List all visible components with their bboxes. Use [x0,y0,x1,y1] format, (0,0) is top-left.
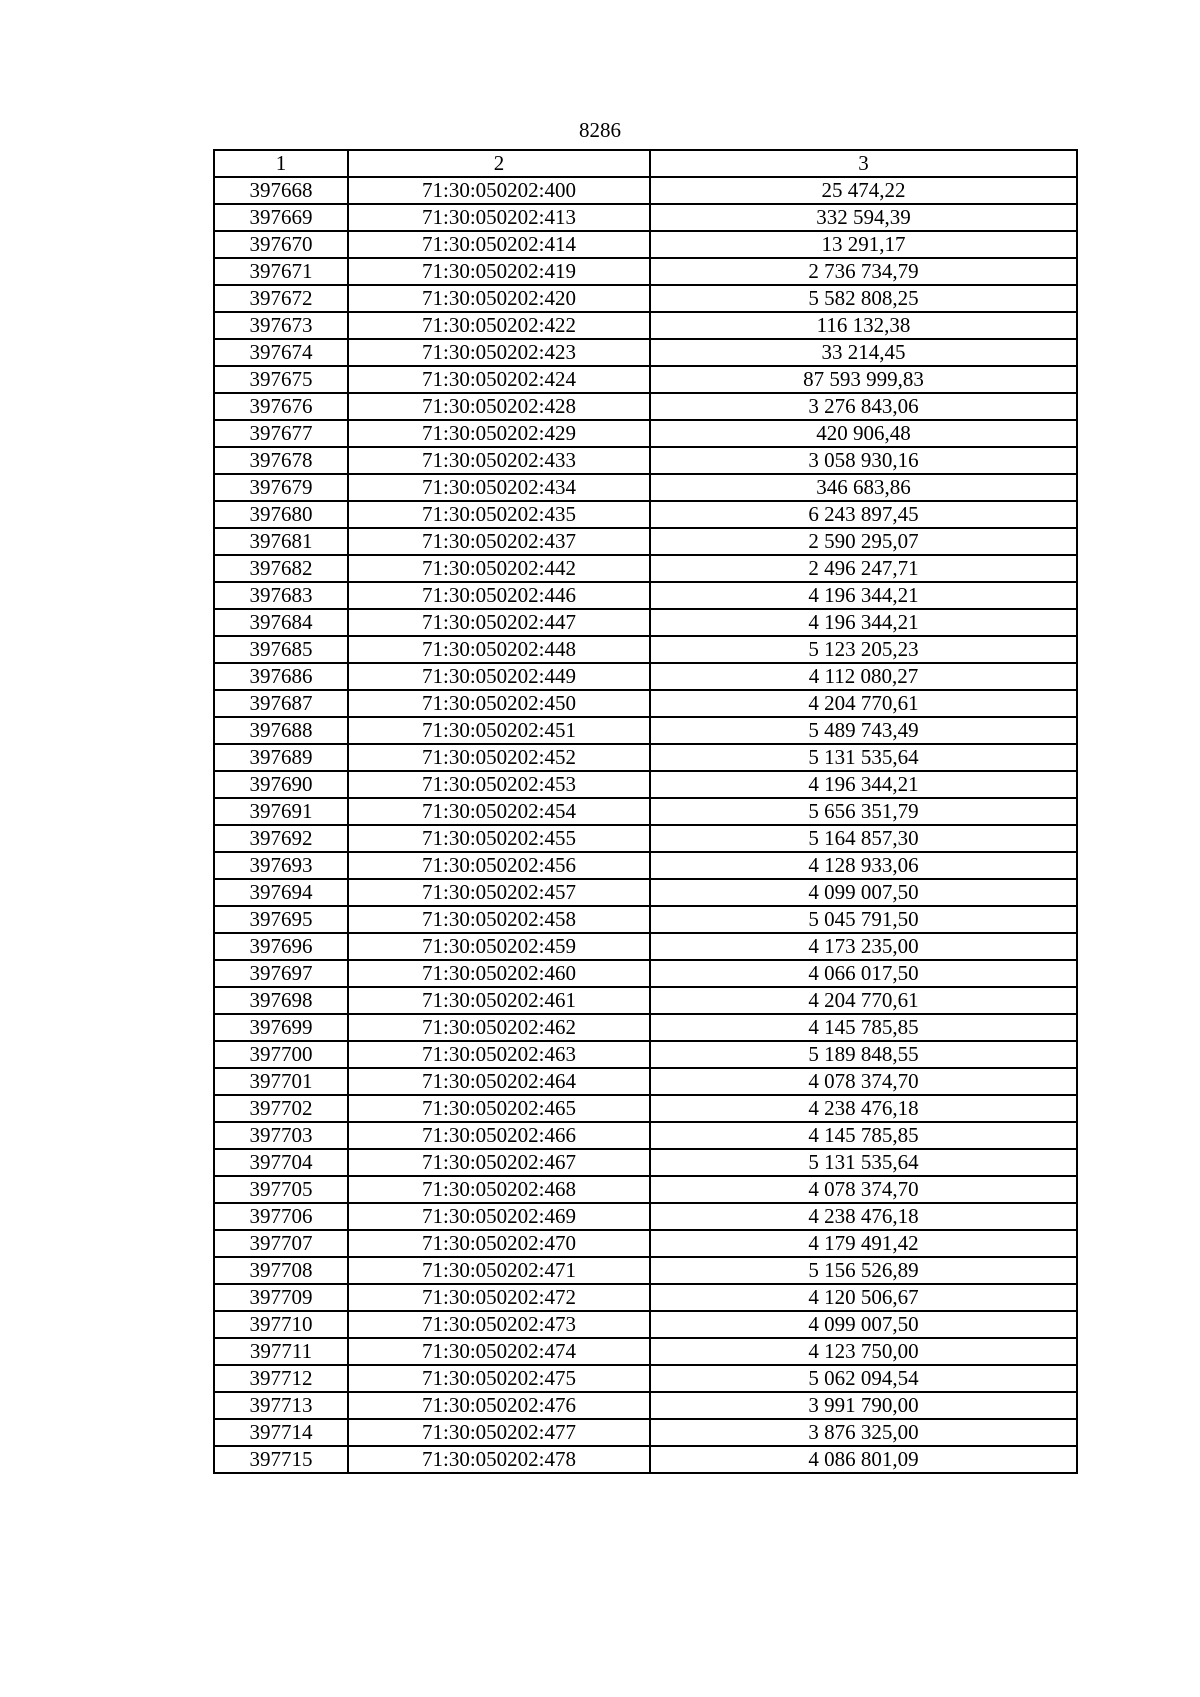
table-row [214,204,1077,231]
record-number-cell: 397687 [214,690,348,717]
cadastral-number-cell: 71:30:050202:424 [348,366,650,393]
value-cell: 4 145 785,85 [650,1014,1077,1041]
table-row [214,1365,1077,1392]
value-cell: 5 156 526,89 [650,1257,1077,1284]
record-number-cell: 397708 [214,1257,348,1284]
value-cell: 116 132,38 [650,312,1077,339]
value-cell: 5 582 808,25 [650,285,1077,312]
cadastral-number-cell: 71:30:050202:463 [348,1041,650,1068]
cadastral-number-cell: 71:30:050202:428 [348,393,650,420]
table-row [214,474,1077,501]
record-number-cell: 397712 [214,1365,348,1392]
cadastral-number-cell: 71:30:050202:434 [348,474,650,501]
table-row [214,1068,1077,1095]
page-number-text: 8286 [579,118,621,142]
record-number-cell: 397679 [214,474,348,501]
record-number-cell: 397715 [214,1446,348,1473]
record-number-cell: 397683 [214,582,348,609]
value-cell: 5 489 743,49 [650,717,1077,744]
page-number [0,118,1200,142]
record-number-cell: 397711 [214,1338,348,1365]
table-row [214,636,1077,663]
table-row [214,1446,1077,1473]
table-row [214,447,1077,474]
record-number-cell: 397672 [214,285,348,312]
value-cell: 5 062 094,54 [650,1365,1077,1392]
cadastral-number-cell: 71:30:050202:457 [348,879,650,906]
cadastral-number-cell: 71:30:050202:448 [348,636,650,663]
record-number-cell: 397700 [214,1041,348,1068]
column-number-2: 2 [348,150,650,177]
value-cell: 2 590 295,07 [650,528,1077,555]
value-cell: 5 189 848,55 [650,1041,1077,1068]
table-row [214,771,1077,798]
value-cell: 33 214,45 [650,339,1077,366]
record-number-cell: 397678 [214,447,348,474]
table-row [214,1176,1077,1203]
value-cell: 4 238 476,18 [650,1203,1077,1230]
table-row [214,366,1077,393]
record-number-cell: 397671 [214,258,348,285]
cadastral-number-cell: 71:30:050202:446 [348,582,650,609]
record-number-cell: 397709 [214,1284,348,1311]
record-number-cell: 397695 [214,906,348,933]
record-number-cell: 397697 [214,960,348,987]
cadastral-number-cell: 71:30:050202:464 [348,1068,650,1095]
cadastral-number-cell: 71:30:050202:453 [348,771,650,798]
table-row [214,960,1077,987]
record-number-cell: 397680 [214,501,348,528]
cadastral-number-cell: 71:30:050202:456 [348,852,650,879]
table-row [214,528,1077,555]
record-number-cell: 397699 [214,1014,348,1041]
table-row [214,231,1077,258]
table-row [214,825,1077,852]
record-number-cell: 397696 [214,933,348,960]
record-number-cell: 397674 [214,339,348,366]
cadastral-number-cell: 71:30:050202:466 [348,1122,650,1149]
record-number-cell: 397710 [214,1311,348,1338]
value-cell: 5 131 535,64 [650,1149,1077,1176]
cadastral-number-cell: 71:30:050202:477 [348,1419,650,1446]
value-cell: 4 196 344,21 [650,609,1077,636]
cadastral-number-cell: 71:30:050202:478 [348,1446,650,1473]
table-row [214,1419,1077,1446]
table-row [214,312,1077,339]
value-cell: 4 196 344,21 [650,771,1077,798]
record-number-cell: 397686 [214,663,348,690]
value-cell: 4 179 491,42 [650,1230,1077,1257]
record-number-cell: 397707 [214,1230,348,1257]
table-row [214,1122,1077,1149]
value-cell: 5 045 791,50 [650,906,1077,933]
record-number-cell: 397677 [214,420,348,447]
value-cell: 2 496 247,71 [650,555,1077,582]
cadastral-number-cell: 71:30:050202:400 [348,177,650,204]
value-cell: 3 876 325,00 [650,1419,1077,1446]
value-cell: 2 736 734,79 [650,258,1077,285]
table-row [214,393,1077,420]
record-number-cell: 397669 [214,204,348,231]
cadastral-number-cell: 71:30:050202:450 [348,690,650,717]
value-cell: 5 164 857,30 [650,825,1077,852]
value-cell: 4 066 017,50 [650,960,1077,987]
record-number-cell: 397670 [214,231,348,258]
table-row [214,1041,1077,1068]
cadastral-number-cell: 71:30:050202:423 [348,339,650,366]
cadastral-number-cell: 71:30:050202:468 [348,1176,650,1203]
value-cell: 3 058 930,16 [650,447,1077,474]
column-number-row [214,150,1077,177]
record-number-cell: 397685 [214,636,348,663]
cadastral-number-cell: 71:30:050202:422 [348,312,650,339]
table-row [214,339,1077,366]
record-number-cell: 397673 [214,312,348,339]
record-number-cell: 397676 [214,393,348,420]
table-row [214,555,1077,582]
record-number-cell: 397703 [214,1122,348,1149]
table-row [214,1257,1077,1284]
cadastral-number-cell: 71:30:050202:460 [348,960,650,987]
value-cell: 4 099 007,50 [650,1311,1077,1338]
column-number-1: 1 [214,150,348,177]
table-row [214,1284,1077,1311]
table-row [214,177,1077,204]
cadastral-number-cell: 71:30:050202:454 [348,798,650,825]
table-row [214,852,1077,879]
cadastral-number-cell: 71:30:050202:437 [348,528,650,555]
record-number-cell: 397706 [214,1203,348,1230]
record-number-cell: 397681 [214,528,348,555]
record-number-cell: 397705 [214,1176,348,1203]
record-number-cell: 397714 [214,1419,348,1446]
cadastral-number-cell: 71:30:050202:472 [348,1284,650,1311]
cadastral-number-cell: 71:30:050202:435 [348,501,650,528]
value-cell: 4 120 506,67 [650,1284,1077,1311]
cadastral-number-cell: 71:30:050202:455 [348,825,650,852]
cadastral-number-cell: 71:30:050202:471 [348,1257,650,1284]
table-row [214,258,1077,285]
value-cell: 420 906,48 [650,420,1077,447]
value-cell: 4 196 344,21 [650,582,1077,609]
table-row [214,717,1077,744]
record-number-cell: 397702 [214,1095,348,1122]
table-row [214,663,1077,690]
record-number-cell: 397701 [214,1068,348,1095]
record-number-cell: 397692 [214,825,348,852]
record-number-cell: 397713 [214,1392,348,1419]
record-number-cell: 397688 [214,717,348,744]
table-row [214,906,1077,933]
cadastral-number-cell: 71:30:050202:413 [348,204,650,231]
value-cell: 5 656 351,79 [650,798,1077,825]
record-number-cell: 397694 [214,879,348,906]
table-row [214,582,1077,609]
column-number-3: 3 [650,150,1077,177]
cadastral-number-cell: 71:30:050202:469 [348,1203,650,1230]
table-row [214,501,1077,528]
table-row [214,1095,1077,1122]
value-cell: 13 291,17 [650,231,1077,258]
record-number-cell: 397689 [214,744,348,771]
cadastral-number-cell: 71:30:050202:470 [348,1230,650,1257]
record-number-cell: 397675 [214,366,348,393]
value-cell: 4 086 801,09 [650,1446,1077,1473]
record-number-cell: 397704 [214,1149,348,1176]
cadastral-number-cell: 71:30:050202:429 [348,420,650,447]
table-row [214,1203,1077,1230]
cadastral-number-cell: 71:30:050202:420 [348,285,650,312]
cadastral-number-cell: 71:30:050202:461 [348,987,650,1014]
table-row [214,1230,1077,1257]
cadastral-number-cell: 71:30:050202:447 [348,609,650,636]
table-row [214,1014,1077,1041]
cadastral-number-cell: 71:30:050202:465 [348,1095,650,1122]
table-row [214,1338,1077,1365]
value-cell: 87 593 999,83 [650,366,1077,393]
table-row [214,879,1077,906]
cadastral-number-cell: 71:30:050202:414 [348,231,650,258]
record-number-cell: 397698 [214,987,348,1014]
value-cell: 4 128 933,06 [650,852,1077,879]
record-number-cell: 397668 [214,177,348,204]
cadastral-number-cell: 71:30:050202:476 [348,1392,650,1419]
value-cell: 4 112 080,27 [650,663,1077,690]
record-number-cell: 397691 [214,798,348,825]
value-cell: 4 078 374,70 [650,1176,1077,1203]
cadastral-number-cell: 71:30:050202:451 [348,717,650,744]
table-row [214,1149,1077,1176]
value-cell: 346 683,86 [650,474,1077,501]
cadastral-number-cell: 71:30:050202:442 [348,555,650,582]
value-cell: 4 078 374,70 [650,1068,1077,1095]
value-cell: 4 145 785,85 [650,1122,1077,1149]
cadastral-number-cell: 71:30:050202:433 [348,447,650,474]
table-row [214,798,1077,825]
value-cell: 4 204 770,61 [650,987,1077,1014]
value-cell: 5 123 205,23 [650,636,1077,663]
cadastral-number-cell: 71:30:050202:458 [348,906,650,933]
cadastral-number-cell: 71:30:050202:459 [348,933,650,960]
table-row [214,744,1077,771]
record-number-cell: 397682 [214,555,348,582]
record-number-cell: 397693 [214,852,348,879]
value-cell: 5 131 535,64 [650,744,1077,771]
record-number-cell: 397690 [214,771,348,798]
table-row [214,420,1077,447]
value-cell: 332 594,39 [650,204,1077,231]
record-number-cell: 397684 [214,609,348,636]
value-cell: 6 243 897,45 [650,501,1077,528]
table-row [214,690,1077,717]
cadastral-number-cell: 71:30:050202:449 [348,663,650,690]
value-cell: 4 099 007,50 [650,879,1077,906]
table-row [214,609,1077,636]
cadastral-number-cell: 71:30:050202:452 [348,744,650,771]
cadastral-number-cell: 71:30:050202:467 [348,1149,650,1176]
table-row [214,285,1077,312]
registry-table [213,149,1078,1474]
value-cell: 4 204 770,61 [650,690,1077,717]
table-row [214,1392,1077,1419]
table-row [214,987,1077,1014]
table-row [214,933,1077,960]
value-cell: 3 276 843,06 [650,393,1077,420]
cadastral-number-cell: 71:30:050202:419 [348,258,650,285]
cadastral-number-cell: 71:30:050202:462 [348,1014,650,1041]
value-cell: 4 173 235,00 [650,933,1077,960]
cadastral-number-cell: 71:30:050202:475 [348,1365,650,1392]
cadastral-number-cell: 71:30:050202:473 [348,1311,650,1338]
table-row [214,1311,1077,1338]
value-cell: 4 238 476,18 [650,1095,1077,1122]
value-cell: 25 474,22 [650,177,1077,204]
cadastral-number-cell: 71:30:050202:474 [348,1338,650,1365]
value-cell: 3 991 790,00 [650,1392,1077,1419]
value-cell: 4 123 750,00 [650,1338,1077,1365]
registry-table-body [214,150,1077,1473]
